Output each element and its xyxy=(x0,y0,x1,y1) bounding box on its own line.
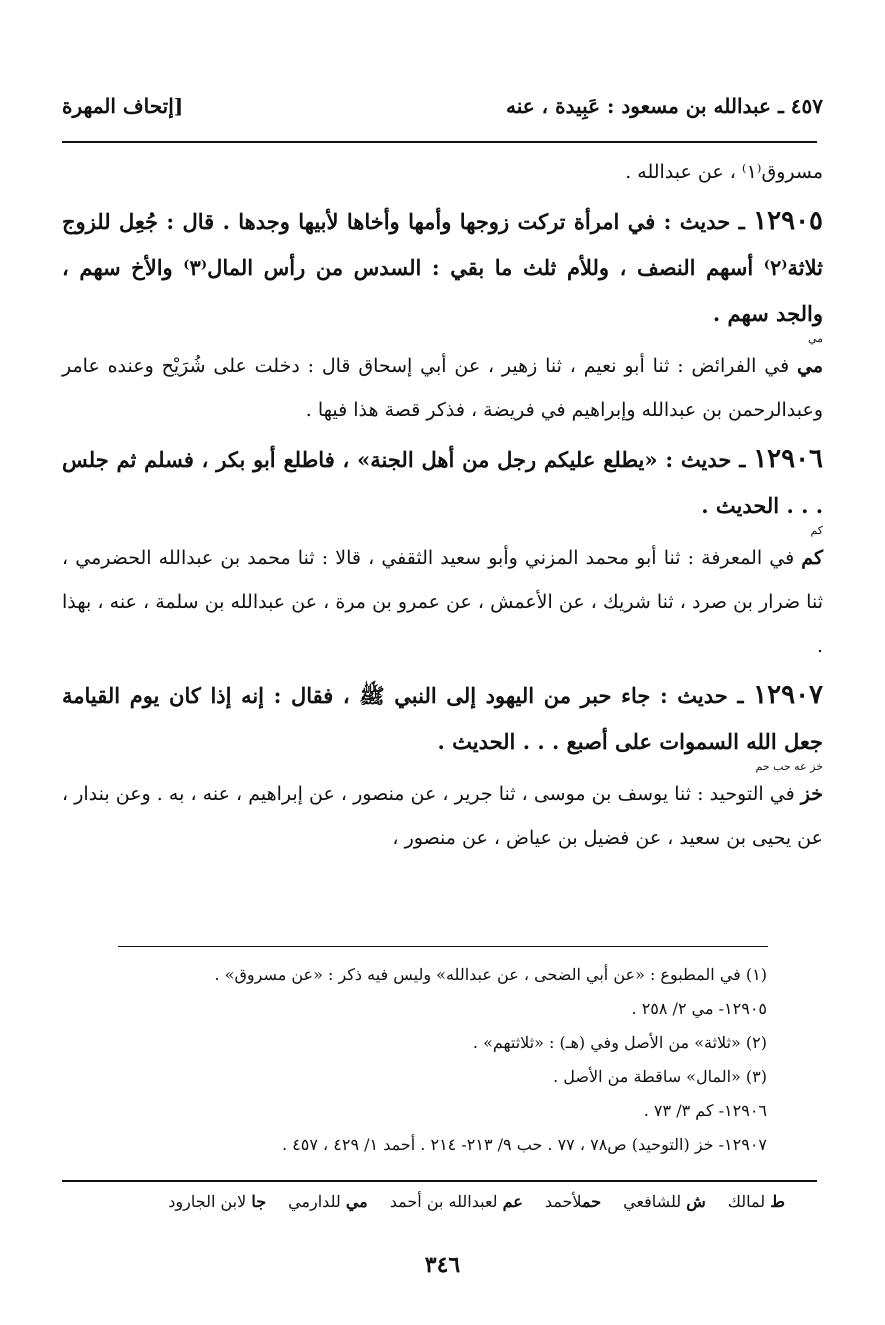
footnote: ١٢٩٠٦- كم ٣/ ٧٣ . xyxy=(643,1101,767,1120)
hadith-number: ١٢٩٠٥ xyxy=(753,206,823,236)
key-item: ط لمالك xyxy=(727,1192,785,1211)
hadith-text: ـ حديث : في امرأة تركت زوجها وأمها وأخاها لأبيها وجدها . قال : جُعِل للزوج ثلاثة⁽٢⁾ أسهم النصف ، وللأم ثلث ما بقي : السدس من رأس المال⁽٣⁾ والأخ سهم ، والجد سهم . xyxy=(62,209,823,326)
key-rule xyxy=(62,1180,817,1182)
hadith-12907 xyxy=(62,672,823,765)
header-book-title: [إتحاف المهرة xyxy=(62,94,184,118)
footnote: ١٢٩٠٥- مي ٢/ ٢٥٨ . xyxy=(631,999,767,1018)
footnote-rule xyxy=(118,946,768,947)
footnote: ١٢٩٠٧- خز (التوحيد) ص٧٨ ، ٧٧ . حب ٩/ ٢١٣- ٢١٤ . أحمد ١/ ٤٢٩ ، ٤٥٧ . xyxy=(281,1135,767,1154)
continuation-text: مسروق⁽١⁾ ، عن عبدالله . xyxy=(625,161,823,183)
source-marker: خز عه حب حم xyxy=(755,760,823,773)
isnad-12906 xyxy=(62,536,823,668)
source-marker: كم xyxy=(810,524,823,537)
isnad-text: في التوحيد : ثنا يوسف بن موسى ، ثنا جرير ، عن منصور ، عن إبراهيم ، عنه ، به . وعن بندار ، عن يحيى بن سعيد ، عن فضيل بن عياض ، عن منصور ، xyxy=(62,783,823,849)
running-header xyxy=(62,86,823,126)
source-abbr: كم xyxy=(801,547,823,569)
isnad-text: في الفرائض : ثنا أبو نعيم ، ثنا زهير ، عن أبي إسحاق قال : دخلت على شُرَيْح وعنده عامر وعبدالرحمن بن عبدالله وإبراهيم في فريضة ، فذكر قصة هذا فيها . xyxy=(62,355,823,421)
isnad-text: في المعرفة : ثنا أبو محمد المزني وأبو سعيد الثقفي ، قالا : ثنا محمد بن عبدالله الحضرمي ، ثنا ضرار بن صرد ، ثنا شريك ، عن الأعمش ، عن عمرو بن مرة ، عن عبدالله بن سلمة ، عنه ، بهذا . xyxy=(62,547,823,657)
source-abbr: خز xyxy=(800,783,823,805)
page-number: ٣٤٦ xyxy=(424,1252,461,1278)
header-rule xyxy=(62,141,817,143)
footnote: (٢) «ثلاثة» من الأصل وفي (هـ) : «ثلاثتهم» . xyxy=(472,1033,767,1052)
isnad-12905 xyxy=(62,344,823,432)
hadith-text: ـ حديث : جاء حبر من اليهود إلى النبي ﷺ ، فقال : إنه إذا كان يوم القيامة جعل الله السموات على أصبع . . . الحديث . xyxy=(62,683,823,754)
isnad-12907 xyxy=(62,772,823,860)
hadith-12905 xyxy=(62,198,823,337)
source-marker: مي xyxy=(807,332,823,345)
abbreviation-key xyxy=(62,1192,785,1211)
source-abbr: مي xyxy=(796,355,823,377)
footnote: (١) في المطبوع : «عن أبي الضحى ، عن عبدالله» وليس فيه ذكر : «عن مسروق» . xyxy=(214,965,767,984)
header-title: ٤٥٧ ـ عبدالله بن مسعود : عَبِيدة ، عنه xyxy=(506,94,823,118)
hadith-text: ـ حديث : «يطلع عليكم رجل من أهل الجنة» ، فاطلع أبو بكر ، فسلم ثم جلس . . . الحديث . xyxy=(62,447,823,518)
main-text xyxy=(62,150,823,860)
key-item: مي للدارمي xyxy=(288,1192,368,1211)
key-item: ش للشافعي xyxy=(623,1192,706,1211)
footnotes xyxy=(118,958,767,1162)
hadith-number: ١٢٩٠٧ xyxy=(753,680,823,710)
hadith-12906 xyxy=(62,436,823,529)
key-item: حملأحمد xyxy=(544,1192,602,1211)
key-item: جا لابن الجارود xyxy=(168,1192,267,1211)
hadith-number: ١٢٩٠٦ xyxy=(753,444,824,474)
key-item: عم لعبدالله بن أحمد xyxy=(389,1192,523,1211)
footnote: (٣) «المال» ساقطة من الأصل . xyxy=(553,1067,767,1086)
